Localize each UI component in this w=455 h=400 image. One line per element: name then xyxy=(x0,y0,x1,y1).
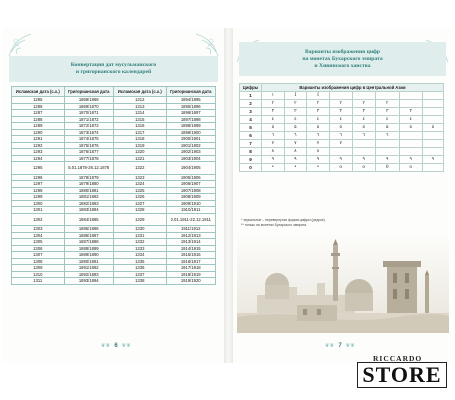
table-cell: 1909/1910 xyxy=(166,200,216,207)
right-page xyxy=(233,28,452,363)
table-cell: 1296 xyxy=(12,174,65,181)
numeral-variant-cell xyxy=(399,92,422,100)
table-cell: 1309 xyxy=(12,265,65,272)
table-cell: 1897/1898 xyxy=(166,116,216,123)
numeral-variant-cell: ۵ xyxy=(375,124,399,132)
numeral-variant-cell xyxy=(422,148,443,156)
table-body xyxy=(12,97,216,285)
numeral-variant-cell: ٣ xyxy=(284,108,307,116)
table-cell: 1295 xyxy=(12,162,65,175)
numeral-variant-cell: 0 xyxy=(375,164,399,172)
table-cell: 1886/1887 xyxy=(64,232,113,239)
table-cell: 1878/1879 xyxy=(64,174,113,181)
numeral-variant-cell: ٩ xyxy=(329,156,352,164)
table-cell: 1337 xyxy=(113,271,166,278)
numeral-variant-cell: ٩ xyxy=(399,156,422,164)
footnote: ** только на монетах Бухарского эмирата. xyxy=(241,223,307,227)
table-cell: 1287 xyxy=(12,110,65,117)
numeral-variant-cell xyxy=(375,92,399,100)
table-cell: 1314 xyxy=(113,110,166,117)
numeral-variant-cell: ٧ xyxy=(262,140,285,148)
numeral-variant-cell xyxy=(352,92,375,100)
numeral-variant-cell xyxy=(399,100,422,108)
table-cell: 1902/1903 xyxy=(166,149,216,156)
table-cell: 1297 xyxy=(12,181,65,188)
numeral-variant-cell: ۵ xyxy=(284,124,307,132)
page-title-line: на монетах Бухарского эмирата xyxy=(302,55,383,62)
table-cell: 1908/1909 xyxy=(166,194,216,201)
numeral-variant-cell xyxy=(329,148,352,156)
column-header: Григорианская дата xyxy=(166,87,216,97)
numeral-variant-cell: ٤ xyxy=(399,116,422,124)
numeral-variant-cell: ٦ xyxy=(284,132,307,140)
table-cell: 1317 xyxy=(113,129,166,136)
table-cell: 1903/1904 xyxy=(166,155,216,162)
table-cell: 1919/1920 xyxy=(166,278,216,285)
table-cell: 1326 xyxy=(113,194,166,201)
table-cell: 1879/1880 xyxy=(64,181,113,188)
numeral-variant-cell: • xyxy=(262,164,285,172)
column-header: Григорианская дата xyxy=(64,87,113,97)
numeral-variant-cell: ٣ xyxy=(307,108,330,116)
numeral-variant-cell: ٢ xyxy=(284,100,307,108)
numeral-variant-cell xyxy=(375,148,399,156)
table-cell: 1885/1886 xyxy=(64,226,113,233)
numeral-variant-cell xyxy=(422,116,443,124)
numeral-variant-cell: ٩ xyxy=(307,156,330,164)
table-row xyxy=(240,156,444,164)
table-cell: 1901/1902 xyxy=(166,142,216,149)
table-cell: 1306 xyxy=(12,245,65,252)
table-cell: 1303 xyxy=(12,226,65,233)
table-row xyxy=(240,108,444,116)
numeral-variant-cell: ٥ xyxy=(307,124,330,132)
table-cell: 1891/1892 xyxy=(64,265,113,272)
corner-ornament-icon xyxy=(7,32,33,58)
table-cell: 1869/1870 xyxy=(64,103,113,110)
table-cell: 1316 xyxy=(113,123,166,130)
table-cell: 1907/1908 xyxy=(166,187,216,194)
table-cell: 1319 xyxy=(113,142,166,149)
digit-cell: 1 xyxy=(240,92,262,100)
table-cell: 1329 xyxy=(113,213,166,226)
page-number-text: 7 xyxy=(338,343,342,349)
table-cell: 1331 xyxy=(113,232,166,239)
ornament-icon: ❦❦ xyxy=(101,343,111,349)
table-cell: 1871/1872 xyxy=(64,116,113,123)
table-row xyxy=(240,132,444,140)
numeral-variant-cell xyxy=(422,132,443,140)
numeral-variant-cell: ٢ xyxy=(329,100,352,108)
numeral-variant-cell: ٤ xyxy=(352,116,375,124)
table-cell: 2.01.1911-22.12.1911 xyxy=(166,213,216,226)
numeral-variant-cell: ٥ xyxy=(262,124,285,132)
numeral-variant-cell: • xyxy=(284,164,307,172)
table-cell: 1877/1878 xyxy=(64,155,113,162)
numeral-variant-cell: ٣ xyxy=(399,108,422,116)
table-cell: 1883/1884 xyxy=(64,207,113,214)
table-cell: 1917/1918 xyxy=(166,265,216,272)
numeral-variant-cell: ٥ xyxy=(352,124,375,132)
numeral-variant-cell: ٧ xyxy=(307,140,330,148)
table-row xyxy=(240,164,444,172)
page-title-band xyxy=(239,42,446,76)
numeral-variant-cell: o xyxy=(399,164,422,172)
numeral-variant-cell xyxy=(375,140,399,148)
table-cell: 1328 xyxy=(113,207,166,214)
numeral-variant-cell: ٢ xyxy=(307,100,330,108)
table-cell: 1304 xyxy=(12,232,65,239)
ornament-icon: ❦❦ xyxy=(345,343,356,349)
numeral-variant-cell: ٦ xyxy=(262,132,285,140)
table-cell: 1900/1901 xyxy=(166,136,216,143)
numeral-variant-cell: ٢ xyxy=(262,100,285,108)
digit-cell: 7 xyxy=(240,140,262,148)
table-cell: 1916/1917 xyxy=(166,258,216,265)
numeral-variant-cell: ٣ xyxy=(352,108,375,116)
table-cell: 1335 xyxy=(113,258,166,265)
numeral-variant-cell: ٤ xyxy=(284,116,307,124)
table-cell: 1872/1873 xyxy=(64,123,113,130)
numeral-variant-cell xyxy=(399,140,422,148)
table-cell: 1290 xyxy=(12,129,65,136)
table-cell: 1338 xyxy=(113,278,166,285)
numeral-variant-cell xyxy=(399,148,422,156)
numeral-variant-cell xyxy=(352,148,375,156)
date-conversion-table xyxy=(11,86,216,285)
numeral-variant-cell: ٨ xyxy=(284,148,307,156)
table-cell: 1905/1906 xyxy=(166,174,216,181)
numeral-variant-cell: ٦ xyxy=(352,132,375,140)
column-header: Цифры xyxy=(240,84,262,92)
table-cell: 1318 xyxy=(113,136,166,143)
table-cell: 1327 xyxy=(113,200,166,207)
digit-cell: 2 xyxy=(240,100,262,108)
table-cell: 1312 xyxy=(113,97,166,104)
table-row xyxy=(12,162,216,175)
book-spread xyxy=(0,28,455,363)
numeral-variant-cell: ٥ xyxy=(329,124,352,132)
table-row xyxy=(240,92,444,100)
table-cell: 1310 xyxy=(12,271,65,278)
table-cell: 5.01.1878-26.12.1878 xyxy=(64,162,113,175)
table-header-row xyxy=(240,84,444,92)
column-header: Исламская дата (с.х.) xyxy=(113,87,166,97)
numeral-variant-cell: ٥ xyxy=(422,124,443,132)
table-cell: 1320 xyxy=(113,149,166,156)
table-row xyxy=(240,100,444,108)
table-row xyxy=(240,140,444,148)
page-title-line: Конвертация дат мусульманского xyxy=(70,62,157,68)
table-row xyxy=(240,124,444,132)
numeral-variant-cell xyxy=(422,164,443,172)
digit-cell: 3 xyxy=(240,108,262,116)
numeral-variant-cell: ٧ xyxy=(329,140,352,148)
page-title-line: и григорианского календарей xyxy=(75,69,152,75)
numeral-variant-cell xyxy=(352,140,375,148)
table-cell: 1324 xyxy=(113,181,166,188)
table-cell: 1332 xyxy=(113,239,166,246)
digit-cell: 8 xyxy=(240,148,262,156)
table-cell: 1884/1885 xyxy=(64,213,113,226)
book-gutter xyxy=(224,28,233,363)
table-cell: 1880/1881 xyxy=(64,187,113,194)
column-header: Исламская дата (с.х.) xyxy=(12,87,65,97)
table-cell: 1914/1915 xyxy=(166,245,216,252)
table-cell: 1285 xyxy=(12,97,65,104)
table-cell: 1918/1919 xyxy=(166,271,216,278)
table-cell: 1298 xyxy=(12,187,65,194)
page-title-band xyxy=(9,56,218,82)
table-cell: 1305 xyxy=(12,239,65,246)
numeral-variant-cell: ٩ xyxy=(422,156,443,164)
table-cell: 1889/1890 xyxy=(64,252,113,259)
table-row xyxy=(240,116,444,124)
numeral-variant-cell: ١ xyxy=(262,92,285,100)
table-cell: 1308 xyxy=(12,258,65,265)
numeral-variant-cell: I xyxy=(284,92,307,100)
numeral-variant-cell: o xyxy=(352,164,375,172)
table-cell: 1302 xyxy=(12,213,65,226)
city-illustration xyxy=(237,233,449,333)
table-cell: 1890/1891 xyxy=(64,258,113,265)
watermark-main-text: STORE xyxy=(357,362,447,388)
table-cell: 1323 xyxy=(113,174,166,181)
table-cell: 1336 xyxy=(113,265,166,272)
table-cell: 1899/1900 xyxy=(166,129,216,136)
table-cell: 1322 xyxy=(113,162,166,175)
table-cell: 1895/1896 xyxy=(166,103,216,110)
numeral-variant-cell: ٩ xyxy=(262,156,285,164)
table-header-row xyxy=(12,87,216,97)
numeral-variant-cell xyxy=(422,140,443,148)
table-cell: 1330 xyxy=(113,226,166,233)
numeral-variant-cell: ٨ xyxy=(262,148,285,156)
page-title-line: и Хивинского ханства xyxy=(314,62,371,69)
table-cell: 1915/1916 xyxy=(166,252,216,259)
table-cell: 1299 xyxy=(12,194,65,201)
table-cell: 1881/1882 xyxy=(64,194,113,201)
digit-cell: 5 xyxy=(240,124,262,132)
table-cell: 1334 xyxy=(113,252,166,259)
numeral-variant-cell: ٦ xyxy=(375,132,399,140)
table-cell: 1300 xyxy=(12,200,65,207)
numeral-variant-cell: ٦ xyxy=(307,132,330,140)
numerals-table xyxy=(239,83,444,172)
numeral-variant-cell: ٥ xyxy=(399,124,422,132)
table-cell: 1292 xyxy=(12,142,65,149)
numeral-variant-cell xyxy=(329,92,352,100)
corner-ornament-icon xyxy=(194,32,220,58)
table-cell: 1868/1869 xyxy=(64,97,113,104)
numeral-variant-cell: ٣ xyxy=(329,108,352,116)
numeral-variant-cell: ٩ xyxy=(375,156,399,164)
page-title-line: Варианты изображения цифр xyxy=(304,48,381,55)
table-cell: 1893/1894 xyxy=(64,278,113,285)
table-cell: 1913/1914 xyxy=(166,239,216,246)
table-cell: 1315 xyxy=(113,116,166,123)
ornament-icon: ❦❦ xyxy=(325,343,335,349)
table-cell: 1882/1883 xyxy=(64,200,113,207)
watermark-top-text: RICCARDO xyxy=(373,354,423,363)
numeral-variant-cell: ٣ xyxy=(262,108,285,116)
numeral-variant-cell xyxy=(422,108,443,116)
table-cell: 1898/1899 xyxy=(166,123,216,130)
numeral-variant-cell xyxy=(422,92,443,100)
numeral-variant-cell: ٦ xyxy=(329,132,352,140)
numeral-variant-cell xyxy=(399,132,422,140)
table-cell: 1873/1874 xyxy=(64,129,113,136)
table-row xyxy=(12,213,216,226)
table-row xyxy=(240,148,444,156)
table-cell: 1911/1912 xyxy=(166,226,216,233)
numeral-variant-cell: ٢ xyxy=(352,100,375,108)
table-cell: 1887/1888 xyxy=(64,239,113,246)
numeral-variant-cell: o xyxy=(329,164,352,172)
page-number-text: 6 xyxy=(114,343,118,349)
footnote: * зеркальное – перевернутая форма цифры (редкое). xyxy=(241,218,326,222)
digit-cell: 9 xyxy=(240,156,262,164)
table-cell: 1876/1877 xyxy=(64,149,113,156)
table-cell: 1321 xyxy=(113,155,166,162)
table-cell: 1894/1895 xyxy=(166,97,216,104)
table-cell: 1293 xyxy=(12,149,65,156)
table-cell: 1912/1913 xyxy=(166,232,216,239)
left-page xyxy=(3,28,224,363)
numeral-variant-cell: ٩ xyxy=(284,156,307,164)
table-cell: 1906/1907 xyxy=(166,181,216,188)
table-cell: 1313 xyxy=(113,103,166,110)
numeral-variant-cell: ٤ xyxy=(329,116,352,124)
numeral-variant-cell: ٩ xyxy=(352,156,375,164)
numeral-variant-cell xyxy=(422,100,443,108)
table-row xyxy=(12,278,216,285)
column-header: Варианты изображения цифр в Центральной Азии xyxy=(262,84,444,92)
table-cell: 1910/1911 xyxy=(166,207,216,214)
table-cell: 1286 xyxy=(12,103,65,110)
table-cell: 1325 xyxy=(113,187,166,194)
store-watermark xyxy=(355,354,449,390)
table-body xyxy=(240,92,444,172)
page-number xyxy=(101,343,131,349)
digit-cell: 6 xyxy=(240,132,262,140)
table-cell: 1311 xyxy=(12,278,65,285)
numeral-variant-cell: I xyxy=(307,92,330,100)
table-cell: 1289 xyxy=(12,123,65,130)
numeral-variant-cell: ٣ xyxy=(375,108,399,116)
numeral-variant-cell: ٤ xyxy=(307,116,330,124)
ornament-icon: ❦❦ xyxy=(121,343,132,349)
table-cell: 1333 xyxy=(113,245,166,252)
table-cell: 1875/1876 xyxy=(64,142,113,149)
table-cell: 1291 xyxy=(12,136,65,143)
numeral-variant-cell: ٧ xyxy=(284,140,307,148)
table-cell: 1288 xyxy=(12,116,65,123)
table-cell: 1904/1905 xyxy=(166,162,216,175)
table-cell: 1888/1889 xyxy=(64,245,113,252)
table-cell: 1892/1893 xyxy=(64,271,113,278)
numeral-variant-cell: ٢ xyxy=(375,100,399,108)
table-cell: 1896/1897 xyxy=(166,110,216,117)
table-cell: 1294 xyxy=(12,155,65,162)
digit-cell: 0 xyxy=(240,164,262,172)
numeral-variant-cell: ٤ xyxy=(375,116,399,124)
footnotes xyxy=(241,218,326,228)
table-cell: 1870/1871 xyxy=(64,110,113,117)
table-cell: 1307 xyxy=(12,252,65,259)
table-cell: 1874/1875 xyxy=(64,136,113,143)
numeral-variant-cell: • xyxy=(307,164,330,172)
numeral-variant-cell: ٤ xyxy=(262,116,285,124)
table-cell: 1301 xyxy=(12,207,65,214)
numeral-variant-cell: ٨ xyxy=(307,148,330,156)
digit-cell: 4 xyxy=(240,116,262,124)
page-number xyxy=(325,343,355,349)
